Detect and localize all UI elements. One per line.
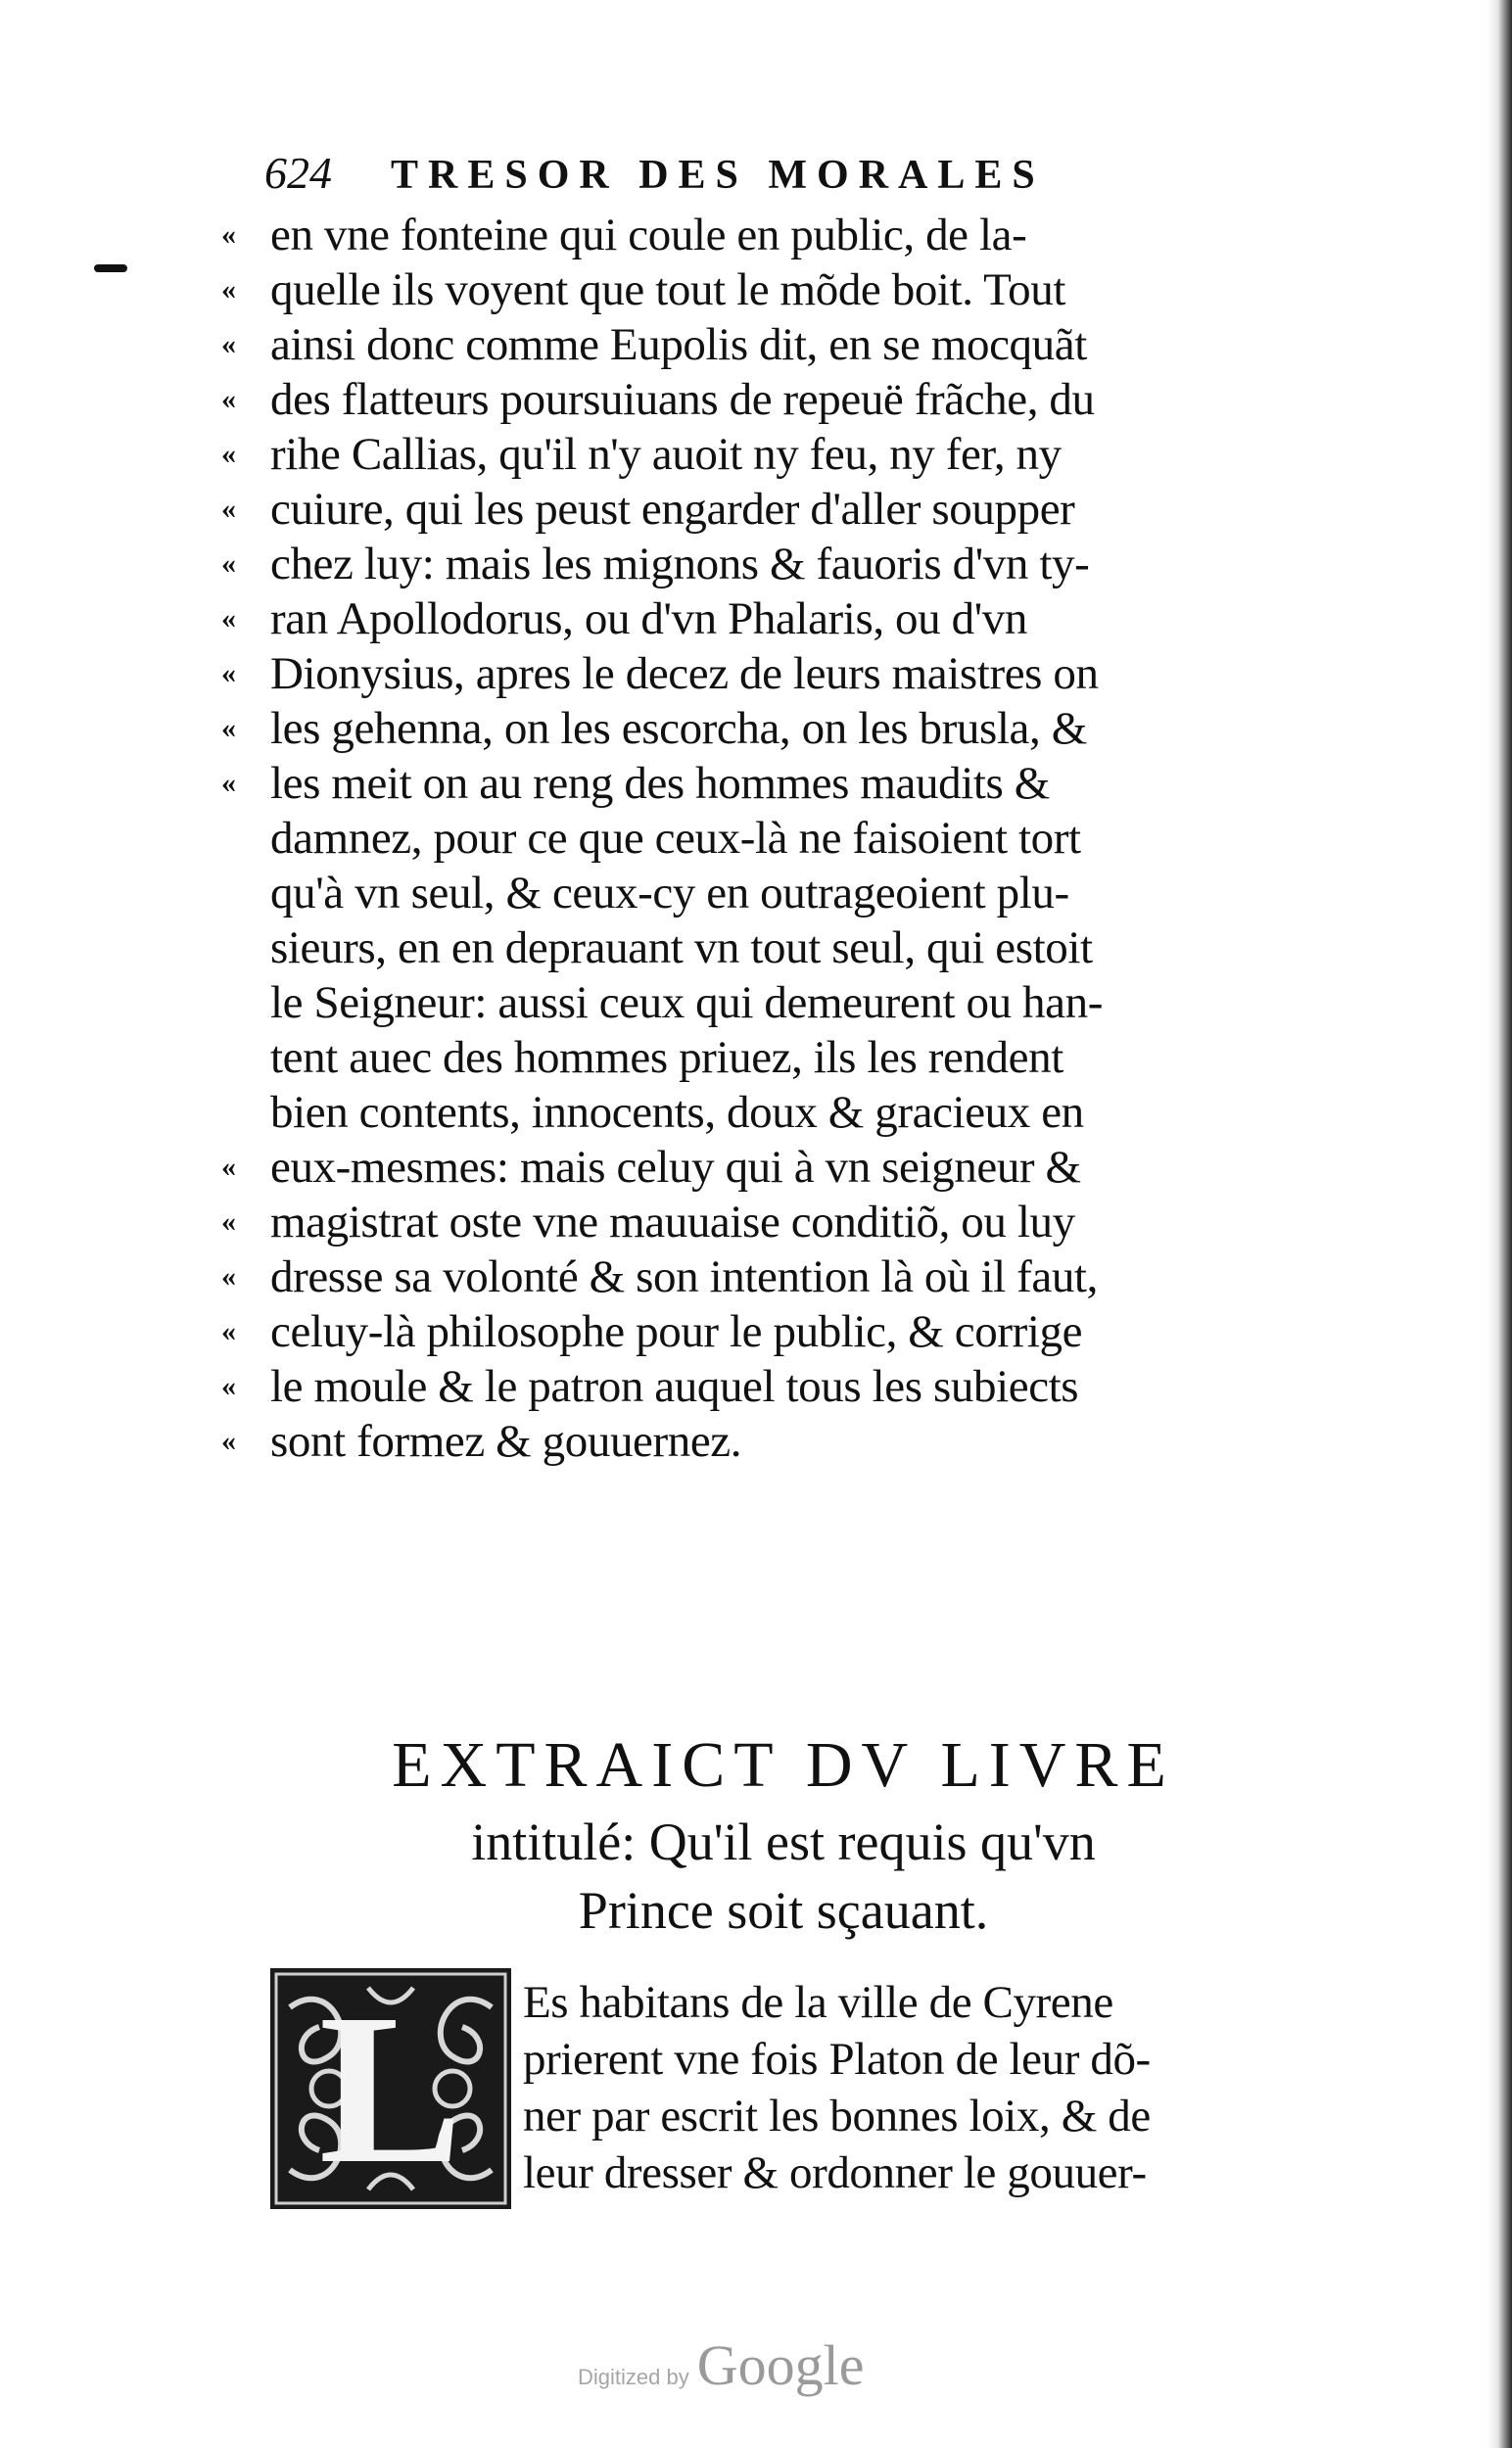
- scan-edge-shadow: [1487, 0, 1512, 2448]
- watermark-brand: Google: [696, 2333, 865, 2397]
- text-line: [215, 811, 1351, 866]
- quote-mark: «: [221, 328, 236, 360]
- running-head: [264, 147, 1273, 206]
- line-text: ainsi donc comme Eupolis dit, en se mocquãt: [270, 319, 1087, 370]
- text-line: [215, 975, 1351, 1030]
- line-text: eux-mesmes: mais celuy qui à vn seigneur &: [270, 1142, 1081, 1193]
- text-line: [215, 1359, 1351, 1414]
- quote-mark: «: [221, 438, 236, 470]
- line-text: tent auec des hommes priuez, ils les rendent: [270, 1032, 1063, 1083]
- text-line: [215, 1304, 1351, 1359]
- quote-mark: «: [221, 1151, 236, 1183]
- line-text: ran Apollodorus, ou d'vn Phalaris, ou d'vn: [270, 593, 1027, 644]
- quote-mark: «: [221, 602, 236, 635]
- quote-mark: «: [221, 218, 236, 251]
- line-text: bien contents, innocents, doux & gracieux en: [270, 1087, 1084, 1138]
- quote-mark: «: [221, 712, 236, 744]
- quote-mark: «: [221, 1425, 236, 1457]
- line-text: magistrat oste vne mauuaise conditiõ, ou luy: [270, 1197, 1075, 1248]
- line-text: Dionysius, apres le decez de leurs maistres on: [270, 648, 1099, 699]
- text-line: [215, 591, 1351, 646]
- text-line: Es habitans de la ville de Cyrene: [523, 1977, 1113, 2028]
- quote-mark: «: [221, 383, 236, 415]
- text-line: [215, 920, 1351, 975]
- text-line: ner par escrit les bonnes loix, & de: [523, 2091, 1151, 2142]
- text-line: [215, 537, 1351, 591]
- text-line: [215, 427, 1351, 482]
- text-line: [215, 1195, 1351, 1249]
- line-text: sieurs, en en deprauant vn tout seul, qui estoit: [270, 922, 1093, 973]
- quote-mark: «: [221, 1370, 236, 1402]
- line-text: rihe Callias, qu'il n'y auoit ny feu, ny fer, ny: [270, 429, 1062, 480]
- text-line: [215, 1414, 1351, 1469]
- line-text: chez luy: mais les mignons & fauoris d'vn ty-: [270, 539, 1090, 589]
- line-text: damnez, pour ce que ceux-là ne faisoient tort: [270, 813, 1081, 864]
- section-subtitle: intitulé: Qu'il est requis qu'vn: [471, 1812, 1096, 1871]
- page-number: 624: [264, 148, 332, 198]
- quote-mark: «: [221, 1205, 236, 1238]
- quote-mark: «: [221, 1260, 236, 1293]
- quote-mark: «: [221, 657, 236, 689]
- line-text: des flatteurs poursuiuans de repeuë frãche, du: [270, 374, 1095, 425]
- line-text: dresse sa volonté & son intention là où il faut,: [270, 1251, 1098, 1302]
- text-line: leur dresser & ordonner le gouuer-: [523, 2147, 1147, 2198]
- line-text: quelle ils voyent que tout le mõde boit. Tout: [270, 264, 1065, 315]
- line-text: les gehenna, on les escorcha, on les brusla, &: [270, 703, 1087, 754]
- text-line: [215, 646, 1351, 701]
- line-text: les meit on au reng des hommes maudits &: [270, 758, 1050, 809]
- quote-mark: «: [221, 767, 236, 799]
- line-text: celuy-là philosophe pour le public, & corrige: [270, 1306, 1083, 1357]
- watermark-prefix: Digitized by: [578, 2365, 689, 2389]
- text-line: [215, 866, 1351, 920]
- text-line: [215, 1030, 1351, 1085]
- body-text: [215, 208, 1351, 1469]
- section-title: EXTRAICT DV LIVRE: [392, 1729, 1175, 1801]
- line-text: sont formez & gouuernez.: [270, 1416, 742, 1467]
- text-line: [215, 482, 1351, 537]
- line-text: le moule & le patron auquel tous les subiects: [270, 1361, 1079, 1412]
- text-line: [215, 317, 1351, 372]
- ornamental-initial: [270, 1968, 511, 2209]
- text-line: [215, 372, 1351, 427]
- scan-mark: [94, 264, 127, 272]
- text-line: [215, 756, 1351, 811]
- section-heading: [215, 1723, 1351, 1945]
- section-subtitle-cont: Prince soit sçauant.: [578, 1881, 989, 1940]
- line-text: le Seigneur: aussi ceux qui demeurent ou han-: [270, 977, 1103, 1028]
- text-line: [215, 1085, 1351, 1140]
- running-title: TRESOR DES MORALES: [391, 153, 1045, 198]
- digitized-watermark: [578, 2332, 950, 2401]
- quote-mark: «: [221, 1315, 236, 1347]
- text-line: [215, 1140, 1351, 1195]
- line-text: cuiure, qui les peust engarder d'aller soupper: [270, 484, 1075, 535]
- quote-mark: «: [221, 547, 236, 580]
- paragraph-opening: [523, 1974, 1365, 2201]
- line-text: en vne fonteine qui coule en public, de la-: [270, 210, 1027, 260]
- initial-letter: L: [318, 1969, 463, 2208]
- text-line: [215, 701, 1351, 756]
- text-line: prierent vne fois Platon de leur dõ-: [523, 2034, 1151, 2085]
- quote-mark: «: [221, 273, 236, 306]
- line-text: qu'à vn seul, & ceux-cy en outrageoient plu-: [270, 868, 1069, 918]
- text-line: [215, 1249, 1351, 1304]
- text-line: [215, 208, 1351, 262]
- text-line: [215, 262, 1351, 317]
- quote-mark: «: [221, 493, 236, 525]
